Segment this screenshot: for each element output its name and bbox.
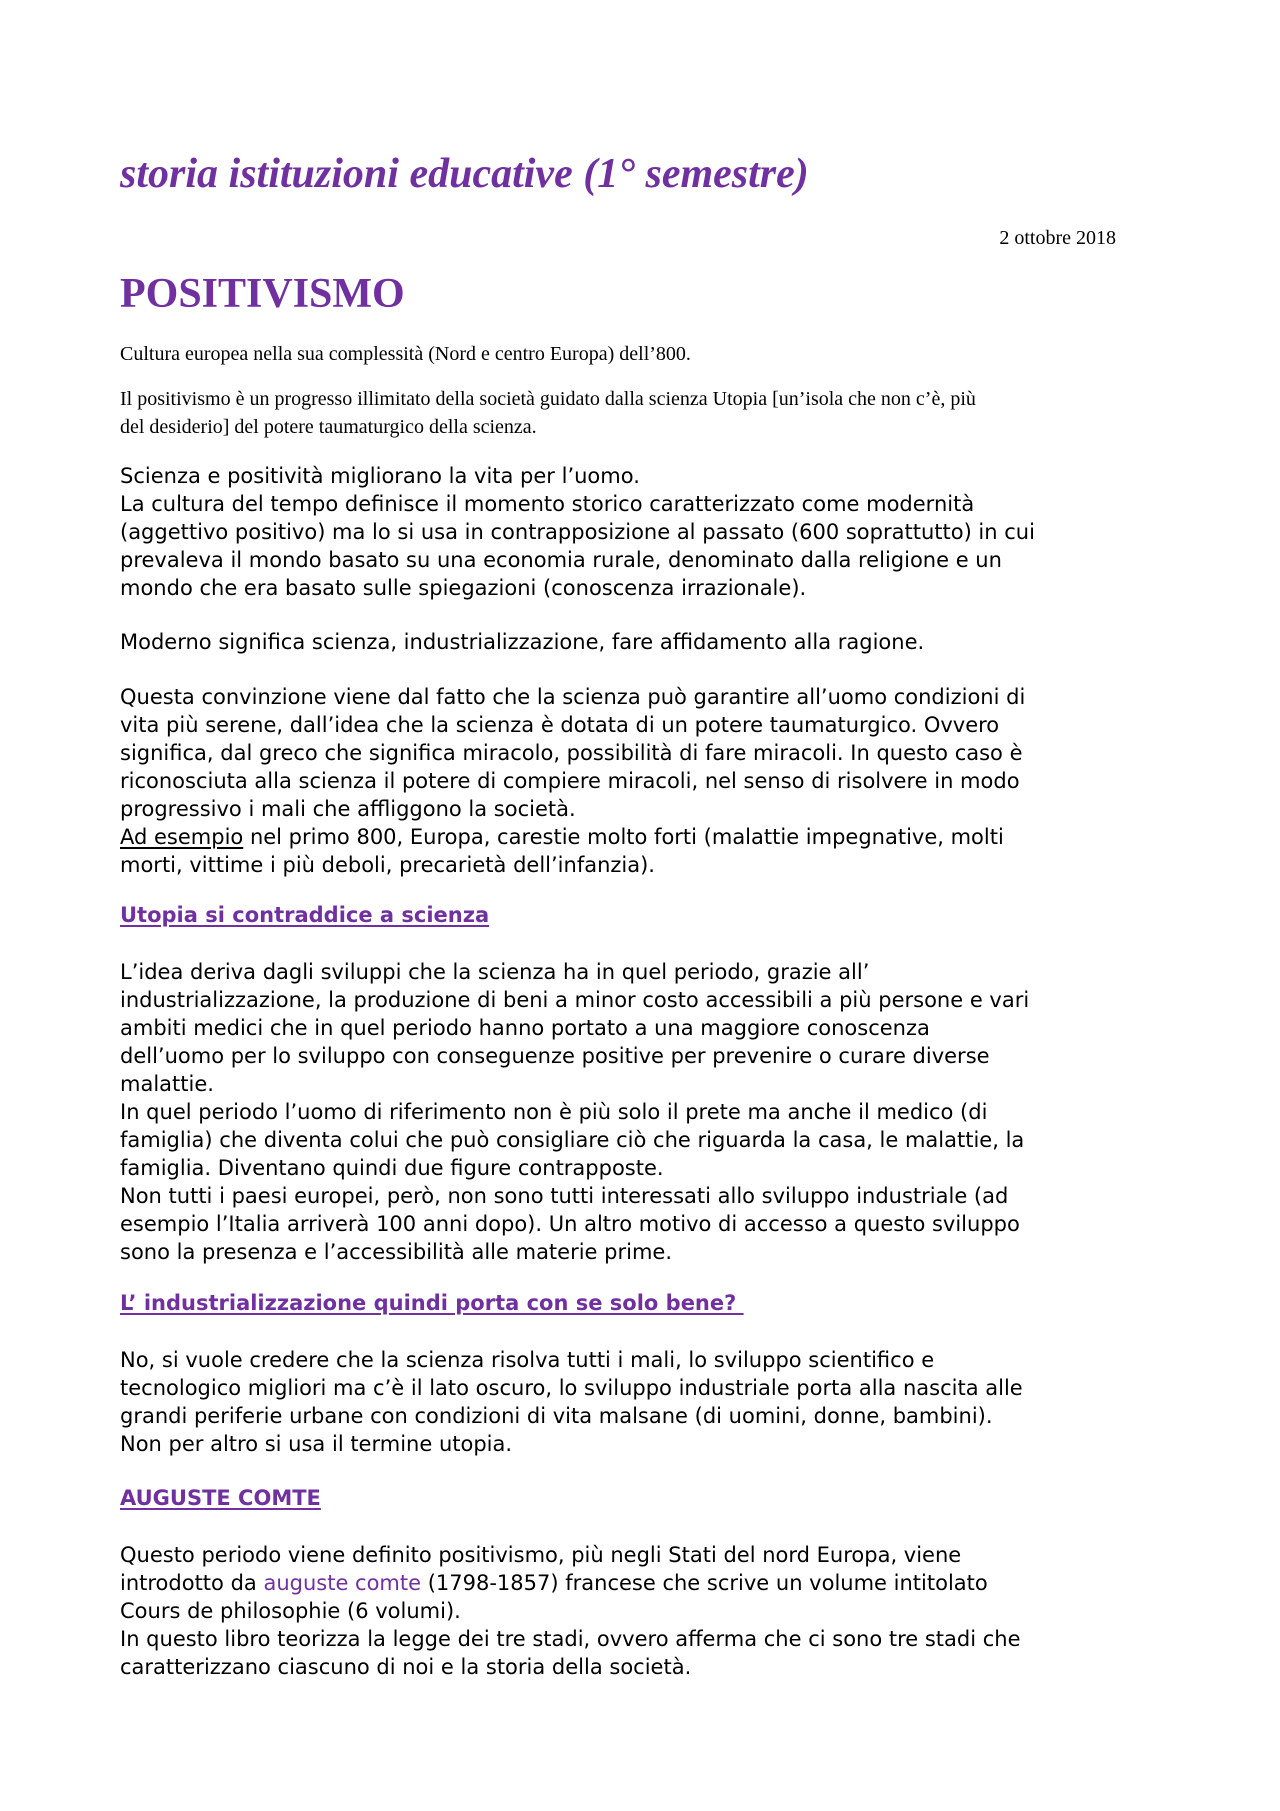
body-line: vita più serene, dall’idea che la scienza è dotata di un potere taumaturgico. Ovvero bbox=[120, 713, 1000, 737]
body-line: mondo che era basato sulle spiegazioni (conoscenza irrazionale). bbox=[120, 576, 807, 600]
body-paragraph-3 bbox=[120, 683, 1180, 879]
intro-paragraph-1: Cultura europea nella sua complessità (Nord e centro Europa) dell’800. bbox=[120, 343, 691, 365]
body-line: Scienza e positività migliorano la vita per l’uomo. bbox=[120, 464, 640, 488]
body-line: famiglia) che diventa colui che può consigliare ciò che riguarda la casa, le malattie, la bbox=[120, 1128, 1025, 1152]
document-title: storia istituzioni educative (1° semestre) bbox=[120, 151, 809, 197]
body-paragraph-4 bbox=[120, 958, 1180, 1266]
body-line: Non per altro si usa il termine utopia. bbox=[120, 1432, 513, 1456]
document-date: 2 ottobre 2018 bbox=[999, 227, 1116, 249]
intro-paragraph-2 bbox=[120, 385, 1160, 441]
body-line: grandi periferie urbane con condizioni di vita malsane (di uomini, donne, bambini). bbox=[120, 1404, 993, 1428]
body-line-rest: (1798-1857) francese che scrive un volume intitolato bbox=[421, 1571, 988, 1595]
body-line: industrializzazione, la produzione di beni a minor costo accessibili a più persone e vari bbox=[120, 988, 1030, 1012]
body-line: (aggettivo positivo) ma lo si usa in contrapposizione al passato (600 soprattutto) in cui bbox=[120, 520, 1035, 544]
body-line: tecnologico migliori ma c’è il lato oscuro, lo sviluppo industriale porta alla nascita alle bbox=[120, 1376, 1023, 1400]
body-line: caratterizzano ciascuno di noi e la storia della società. bbox=[120, 1655, 692, 1679]
body-paragraph-5 bbox=[120, 1346, 1180, 1458]
body-line: La cultura del tempo definisce il momento storico caratterizzato come modernità bbox=[120, 492, 975, 516]
subheading-auguste-comte: AUGUSTE COMTE bbox=[120, 1486, 321, 1510]
intro-line: del desiderio] del potere taumaturgico della scienza. bbox=[120, 416, 537, 438]
subheading-utopia: Utopia si contraddice a scienza bbox=[120, 903, 490, 927]
body-line: esempio l’Italia arriverà 100 anni dopo). Un altro motivo di accesso a questo sviluppo bbox=[120, 1212, 1020, 1236]
body-line: sono la presenza e l’accessibilità alle materie prime. bbox=[120, 1240, 672, 1264]
body-line: Moderno significa scienza, industrializzazione, fare affidamento alla ragione. bbox=[120, 630, 925, 654]
body-line: progressivo i mali che affliggono la società. bbox=[120, 797, 576, 821]
body-line bbox=[120, 823, 1180, 851]
underlined-phrase: Ad esempio bbox=[120, 825, 244, 849]
body-line: riconosciuta alla scienza il potere di compiere miracoli, nel senso di risolvere in modo bbox=[120, 769, 1020, 793]
body-line: L’idea deriva dagli sviluppi che la scienza ha in quel periodo, grazie all’ bbox=[120, 960, 870, 984]
body-line: malattie. bbox=[120, 1072, 214, 1096]
body-line: Questo periodo viene definito positivismo, più negli Stati del nord Europa, viene bbox=[120, 1543, 962, 1567]
body-line: Cours de philosophie (6 volumi). bbox=[120, 1599, 461, 1623]
body-line-rest: nel primo 800, Europa, carestie molto forti (malattie impegnative, molti bbox=[243, 825, 1004, 849]
body-paragraph-6 bbox=[120, 1541, 1180, 1681]
body-line: In quel periodo l’uomo di riferimento non è più solo il prete ma anche il medico (di bbox=[120, 1100, 988, 1124]
body-paragraph-2 bbox=[120, 628, 1180, 656]
body-line: Questa convinzione viene dal fatto che la scienza può garantire all’uomo condizioni di bbox=[120, 685, 1026, 709]
subheading-industrializzazione: L’ industrializzazione quindi porta con se solo bene? bbox=[120, 1291, 744, 1315]
body-line: morti, vittime i più deboli, precarietà dell’infanzia). bbox=[120, 853, 655, 877]
body-line: significa, dal greco che significa miracolo, possibilità di fare miracoli. In questo caso è bbox=[120, 741, 1023, 765]
body-line-start: introdotto da bbox=[120, 1571, 264, 1595]
body-line: Non tutti i paesi europei, però, non sono tutti interessati allo sviluppo industriale (ad bbox=[120, 1184, 1009, 1208]
body-paragraph-1 bbox=[120, 462, 1180, 602]
body-line: In questo libro teorizza la legge dei tre stadi, ovvero afferma che ci sono tre stadi che bbox=[120, 1627, 1021, 1651]
section-title: POSITIVISMO bbox=[120, 271, 405, 317]
body-line: famiglia. Diventano quindi due figure contrapposte. bbox=[120, 1156, 664, 1180]
body-line: No, si vuole credere che la scienza risolva tutti i mali, lo sviluppo scientifico e bbox=[120, 1348, 935, 1372]
body-line bbox=[120, 1569, 1180, 1597]
intro-line: Il positivismo è un progresso illimitato della società guidato dalla scienza Utopia [un’isola che non c’è, più bbox=[120, 388, 976, 410]
auguste-comte-link[interactable]: auguste comte bbox=[263, 1571, 422, 1595]
body-line: dell’uomo per lo sviluppo con conseguenze positive per prevenire o curare diverse bbox=[120, 1044, 990, 1068]
body-line: prevaleva il mondo basato su una economia rurale, denominato dalla religione e un bbox=[120, 548, 1002, 572]
body-line: ambiti medici che in quel periodo hanno portato a una maggiore conoscenza bbox=[120, 1016, 930, 1040]
